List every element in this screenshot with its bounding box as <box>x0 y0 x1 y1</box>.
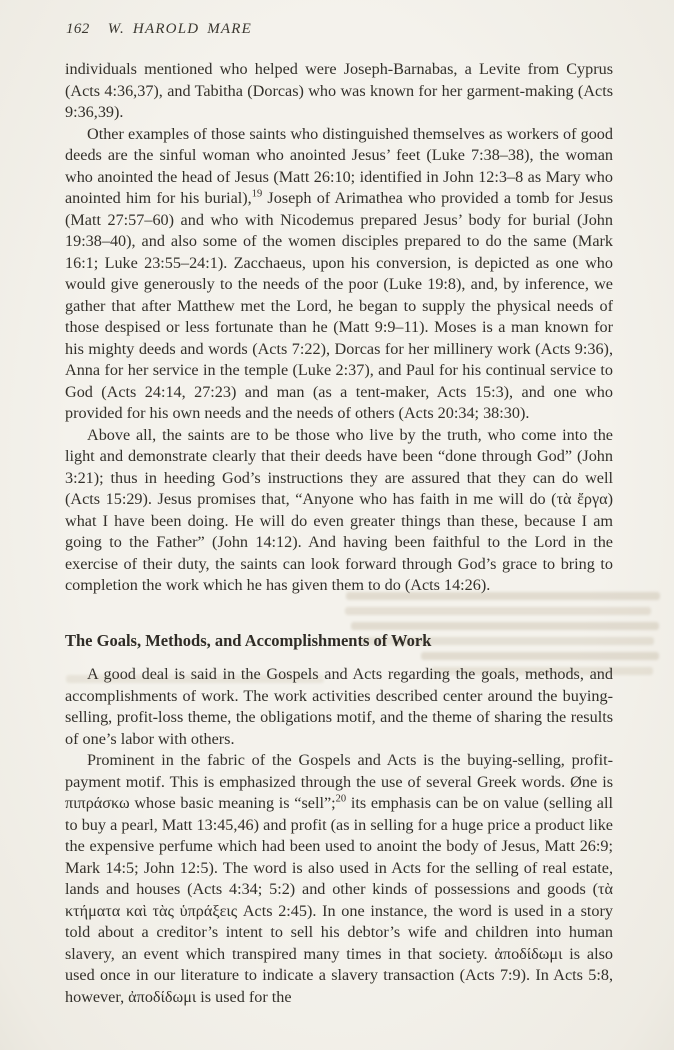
footnote-reference: 20 <box>335 793 347 805</box>
running-header <box>66 21 614 38</box>
paragraph: Above all, the saints are to be those who live by the truth, who come into the light and demonstrate clearly that their deeds have been “done through God” (John 3:21); thus in heeding God’s instructions they are assured that they can do well (Acts 15:29). Jesus promises that, “Anyone who has faith in me will do (τὰ ἔργα) what I have been doing. He will do even greater things than these, because I am going to the Father” (John 14:12). And having been faithful to the Lord in the exercise of their duty, the saints can look forward through God’s grace to bring to completion the work which he has given them to do (Acts 14:26). <box>65 425 613 594</box>
running-head-title: W. HAROLD MARE <box>107 21 253 37</box>
page-number: 162 <box>66 21 90 37</box>
paragraph: individuals mentioned who helped were Joseph-Barnabas, a Levite from Cyprus (Acts 4:36,37), and Tabitha (Dorcas) who was known for her garment-making (Acts 9:36,39). <box>65 60 613 121</box>
paragraph: A good deal is said in the Gospels and Acts regarding the goals, methods, and accomplishments of work. The work activities described center around the buying-selling, profit-loss theme, the obligations motif, and the theme of sharing the results of one’s labor with others. <box>65 665 613 748</box>
paragraph: Other examples of those saints who distinguished themselves as workers of good deeds are the sinful woman who anointed Jesus’ feet (Luke 7:38–38), the woman who anointed the head of Jesus (Matt 26:10; identified in John 12:3–8 as Mary who anointed him for his burial),$^{19}$ Joseph of Arimathea who provided a tomb for Jesus (Matt 27:57–60) and who with Nicodemus prepared Jesus’ body for burial (John 19:38–40), and also some of the women disciples prepared to do the same (Mark 16:1; Luke 23:55–24:1). Zacchaeus, upon his conversion, is depicted as one who would give generously to the needs of the poor (Luke 19:8), and, by inference, we gather that after Matthew met the Lord, he began to supply the physical needs of those despised or less fortunate than he (Matt 9:9–11). Moses is a man known for his mighty deeds and words (Acts 7:22), Dorcas for her millinery work (Acts 9:36), Anna for her service in the temple (Luke 2:37), and Paul for his continual service to God (Acts 24:14, 27:23) and man (as a tent-maker, Acts 15:3), and one who provided for his own needs and the needs of others (Acts 20:34; 38:30). <box>65 124 613 422</box>
footnote-reference: 19 <box>251 188 263 200</box>
section-heading: The Goals, Methods, and Accomplishments of Work <box>65 630 432 650</box>
paragraph: Prominent in the fabric of the Gospels and Acts is the buying-selling, profit-payment motif. This is emphasized through the use of several Greek words. Øne is πιπράσκω whose basic meaning is “sell”;$^{20}$ its emphasis can be on value (selling all to buy a pearl, Matt 13:45,46) and profit (as in selling for a huge price a product like the expensive perfume which had been used to anoint the body of Jesus, Matt 26:9; Mark 14:5; John 12:5). The word is also used in Acts for the selling of real estate, lands and houses (Acts 4:34; 5:2) and other kinds of possessions and goods (τὰ κτήματα καὶ τὰς ὑπράξεις Acts 2:45). In one instance, the word is used in a story told about a creditor’s intent to sell his debtor’s wife and children into human slavery, an event which transpired many times in that society. ἀποδίδωμι is also used once in our literature to indicate a slavery transaction (Acts 7:9). In Acts 5:8, however, ἀποδίδωμι is used for the <box>65 751 613 1006</box>
page-body <box>65 59 613 1008</box>
